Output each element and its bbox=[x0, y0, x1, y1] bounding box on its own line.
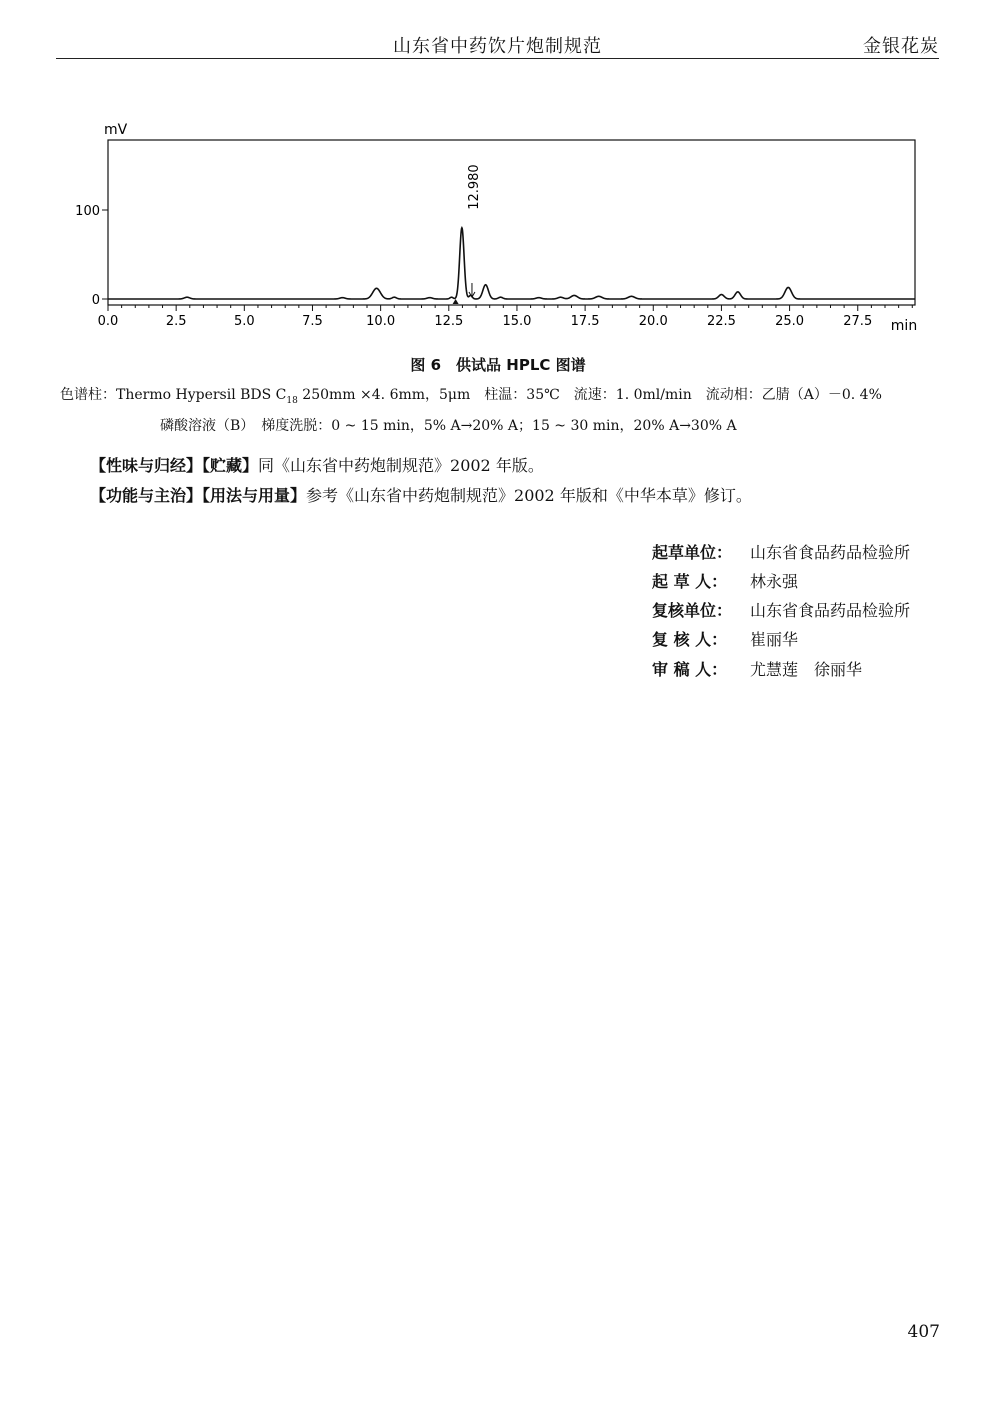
x-tick-label: 27.5 bbox=[843, 314, 873, 329]
x-tick-label: 12.5 bbox=[434, 314, 464, 329]
page-header bbox=[56, 28, 939, 59]
conditions-subscript: 18 bbox=[286, 395, 298, 406]
x-tick-label: 10.0 bbox=[366, 314, 396, 329]
signature-key: 复 核 人： bbox=[652, 630, 728, 649]
y-axis-ticks bbox=[75, 204, 108, 308]
signature-value: 崔丽华 bbox=[750, 630, 799, 649]
x-tick-label: 17.5 bbox=[570, 314, 600, 329]
chromatographic-conditions-line2: 磷酸溶液（B） 梯度洗脱：0 ~ 15 min，5% A→20% A；15 ~ 30 min，20% A→30% A bbox=[160, 418, 737, 434]
x-tick-label: 20.0 bbox=[638, 314, 668, 329]
x-tick-label: 5.0 bbox=[233, 314, 255, 329]
signature-editor bbox=[652, 657, 862, 680]
chromatogram-trace bbox=[108, 228, 915, 299]
x-tick-label: 7.5 bbox=[302, 314, 323, 329]
signature-value: 山东省食品药品检验所 bbox=[750, 601, 911, 620]
hplc-chromatogram bbox=[60, 115, 940, 345]
conditions-text-b: 250mm ×4. 6mm，5μm 柱温：35℃ 流速：1. 0ml/min 流动相：乙腈（A）－0. 4% bbox=[297, 387, 882, 403]
figure-caption: 图 6 供试品 HPLC 图谱 bbox=[410, 356, 586, 374]
y-tick-label: 100 bbox=[75, 204, 100, 219]
x-tick-label: 15.0 bbox=[502, 314, 532, 329]
y-axis-label: mV bbox=[104, 122, 128, 138]
signature-value: 尤慧莲 徐丽华 bbox=[750, 660, 863, 679]
signature-value: 山东省食品药品检验所 bbox=[750, 543, 911, 562]
x-tick-label: 22.5 bbox=[706, 314, 736, 329]
peak-markers bbox=[453, 283, 475, 304]
peak-start-marker bbox=[453, 299, 459, 304]
signature-value: 林永强 bbox=[750, 572, 799, 591]
book-title: 山东省中药饮片炮制规范 bbox=[393, 36, 602, 57]
paragraph-function-usage bbox=[90, 483, 752, 506]
paragraph-text: 同《山东省中药炮制规范》2002 年版。 bbox=[258, 456, 544, 475]
signature-drafter bbox=[652, 569, 798, 592]
x-tick-label: 0.0 bbox=[97, 314, 119, 329]
signature-key: 起 草 人： bbox=[652, 572, 728, 591]
x-axis-label: min bbox=[890, 318, 918, 334]
page-number: 407 bbox=[907, 1322, 940, 1342]
x-axis-ticks bbox=[98, 305, 913, 329]
paragraph-properties-storage bbox=[90, 453, 544, 476]
x-tick-label: 2.5 bbox=[165, 314, 187, 329]
plot-frame bbox=[108, 140, 915, 305]
conditions-text-a: 色谱柱：Thermo Hypersil BDS C bbox=[60, 387, 287, 403]
section-title: 金银花炭 bbox=[863, 36, 939, 57]
x-tick-label: 25.0 bbox=[775, 314, 805, 329]
signature-review-unit bbox=[652, 598, 910, 621]
signature-key: 审 稿 人： bbox=[652, 660, 728, 679]
y-tick-label: 0 bbox=[91, 293, 100, 308]
chromatographic-conditions-line1 bbox=[60, 384, 940, 406]
paragraph-label: 【性味与归经】【贮藏】 bbox=[90, 456, 259, 475]
paragraph-text: 参考《山东省中药炮制规范》2002 年版和《中华本草》修订。 bbox=[306, 486, 752, 505]
signature-drafting-unit bbox=[652, 540, 910, 563]
peak-label: 12.980 bbox=[466, 164, 482, 210]
signature-key: 复核单位： bbox=[652, 601, 733, 620]
paragraph-label: 【功能与主治】【用法与用量】 bbox=[90, 486, 307, 505]
signature-key: 起草单位： bbox=[652, 543, 733, 562]
chart-axes bbox=[108, 140, 915, 305]
signature-reviewer bbox=[652, 627, 798, 650]
